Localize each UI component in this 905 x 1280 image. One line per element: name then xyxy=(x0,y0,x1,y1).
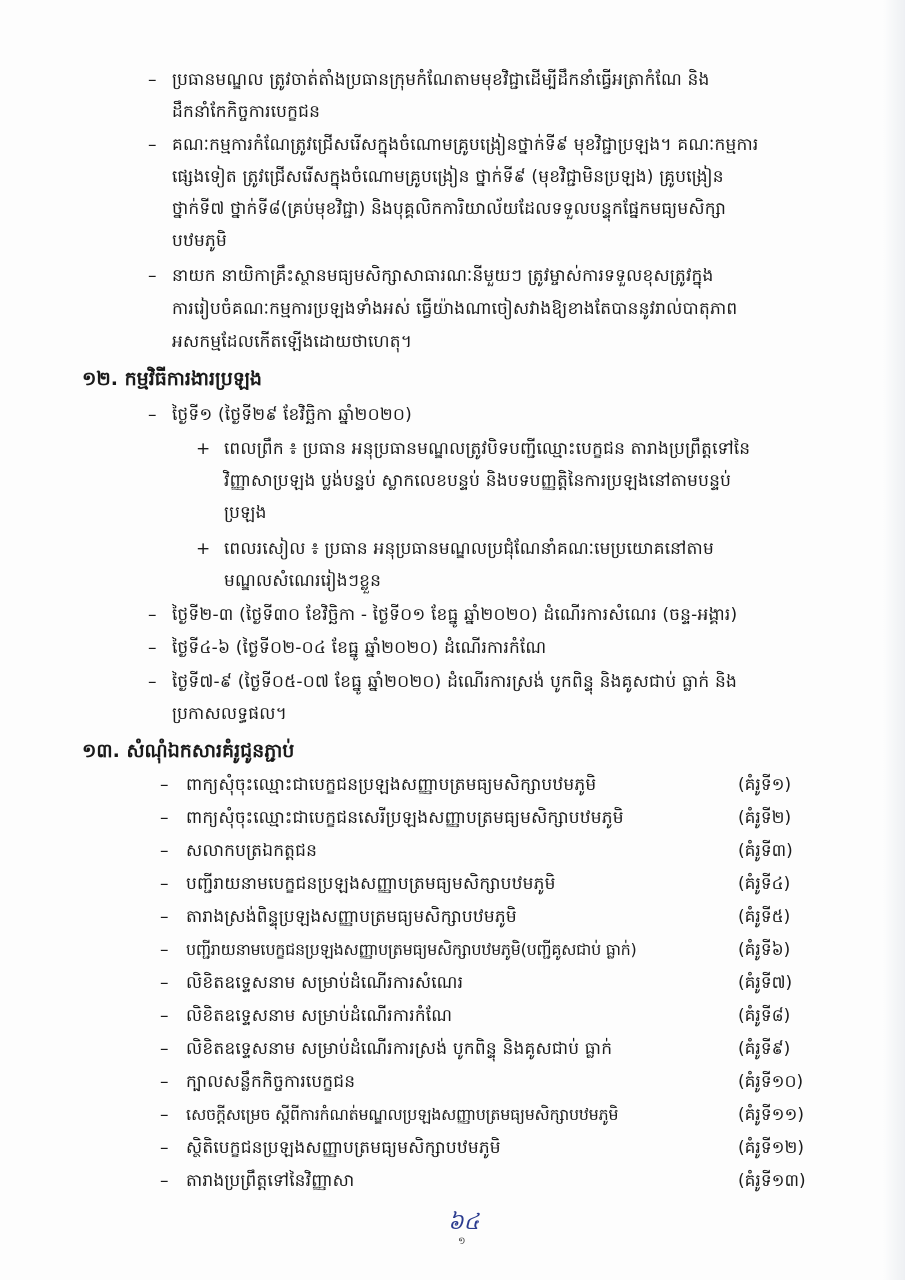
page-number-sub: ១ xyxy=(458,1236,466,1247)
dash-marker: – xyxy=(148,135,157,155)
annex-title: បញ្ជីរាយនាមបេក្ខជនប្រឡងសញ្ញាបត្រមធ្យមសិក្សាបឋមភូមិ xyxy=(186,874,556,894)
dash-marker: – xyxy=(160,907,169,927)
paragraph-line: វិញ្ញាសាប្រឡង ប្លង់បន្ទប់ ស្លាកលេខបន្ទប់ និងបទបញ្ញត្តិនៃការប្រឡងនៅតាមបន្ទប់ xyxy=(224,471,732,491)
paragraph-line: ថ្ងៃទី៧-៩ (ថ្ងៃទី០៥-០៧ ខែធ្នូ ឆ្នាំ២០២០) ដំណើរការស្រង់ បូកពិន្ទុ និងគូសជាប់ ធ្លាក់ និង xyxy=(172,672,737,692)
paragraph-line: ដឹកនាំកែកិច្ចការបេក្ខជន xyxy=(172,102,321,122)
annex-tag: (គំរូទី១១) xyxy=(738,1105,804,1125)
annex-title: ពាក្យសុំចុះឈ្មោះជាបេក្ខជនសេរីប្រឡងសញ្ញាបត្រមធ្យមសិក្សាបឋមភូមិ xyxy=(186,808,624,828)
annex-title: បញ្ជីរាយនាមបេក្ខជនប្រឡងសញ្ញាបត្រមធ្យមសិក្សាបឋមភូមិ(បញ្ជីគូសជាប់ ធ្លាក់) xyxy=(186,940,637,959)
annex-title: ពាក្យសុំចុះឈ្មោះជាបេក្ខជនប្រឡងសញ្ញាបត្រមធ្យមសិក្សាបឋមភូមិ xyxy=(186,775,597,795)
dash-marker: – xyxy=(160,973,169,993)
annex-tag: (គំរូទី១០) xyxy=(738,1072,804,1092)
annex-title: ស្ថិតិបេក្ខជនប្រឡងសញ្ញាបត្រមធ្យមសិក្សាបឋមភូមិ xyxy=(186,1138,501,1158)
annex-title: តារាងស្រង់ពិន្ទុប្រឡងសញ្ញាបត្រមធ្យមសិក្សាបឋមភូមិ xyxy=(186,907,517,927)
dash-marker: – xyxy=(148,70,157,90)
paragraph-line: ថ្ងៃទី៤-៦ (ថ្ងៃទី០២-០៤ ខែធ្នូ ឆ្នាំ២០២០) ដំណើរការកំណែ xyxy=(172,638,547,658)
page-number: ៦៤ xyxy=(448,1210,480,1235)
dash-marker: – xyxy=(160,940,169,960)
annex-tag: (គំរូទី៥) xyxy=(738,907,791,927)
section-12-heading: ១២. កម្មវិធីការងារប្រឡង xyxy=(82,368,262,390)
paragraph-line: អសកម្មដែលកើតឡើងដោយថាហេតុ។ xyxy=(172,332,413,352)
dash-marker: – xyxy=(148,266,157,286)
paragraph-line: នាយក នាយិកាគ្រឹះស្ថានមធ្យមសិក្សាសាធារណៈនីមួយៗ ត្រូវម្ចាស់ការទទួលខុសត្រូវក្នុង xyxy=(172,266,714,286)
paragraph-line: ថ្ងៃទី២-៣ (ថ្ងៃទី៣០ ខែវិច្ឆិកា - ថ្ងៃទី០១ ខែធ្នូ ឆ្នាំ២០២០) ដំណើរការសំណេរ (ចន្ទ-អង្គារ) xyxy=(172,605,738,625)
paragraph-line: ការរៀបចំគណៈកម្មការប្រឡងទាំងអស់ ធ្វើយ៉ាងណាចៀសវាងឱ្យខាងតែបាននូវរាល់បាតុភាព xyxy=(172,299,738,319)
paragraph-line: ប្រឡង xyxy=(224,503,267,523)
annex-title: លិខិតឧទ្ទេសនាម សម្រាប់ដំណើរការស្រង់ បូកពិន្ទុ និងគូសជាប់ ធ្លាក់ xyxy=(186,1039,613,1059)
dash-marker: – xyxy=(148,672,157,692)
dash-marker: – xyxy=(160,1006,169,1026)
dash-marker: – xyxy=(148,638,157,658)
annex-tag: (គំរូទី៧) xyxy=(738,973,793,993)
annex-tag: (គំរូទី៤) xyxy=(738,874,791,894)
annex-title: សេចក្តីសម្រេច ស្តីពីការកំណត់មណ្ឌលប្រឡងសញ្ញាបត្រមធ្យមសិក្សាបឋមភូមិ xyxy=(186,1105,619,1124)
paragraph-line: មណ្ឌលសំណេររៀងៗខ្លួន xyxy=(224,571,382,591)
plus-marker: + xyxy=(196,539,211,559)
annex-tag: (គំរូទី១២) xyxy=(738,1138,804,1158)
annex-tag: (គំរូទី៦) xyxy=(738,940,791,960)
dash-marker: – xyxy=(160,1171,169,1191)
paragraph-line: គណៈកម្មការកំណែត្រូវជ្រើសរើសក្នុងចំណោមគ្រូបង្រៀនថ្នាក់ទី៩ មុខវិជ្ជាប្រឡង។ គណៈកម្មការ xyxy=(172,135,759,155)
scan-edge-shadow xyxy=(883,0,905,1280)
annex-tag: (គំរូទី៩) xyxy=(738,1039,791,1059)
paragraph-line: ថ្នាក់ទី៧ ថ្នាក់ទី៨(គ្រប់មុខវិជ្ជា) និងបុគ្គលិកការិយាល័យដែលទទួលបន្ទុកផ្នែកមធ្យមសិក្សា xyxy=(172,199,726,219)
annex-tag: (គំរូទី៨) xyxy=(738,1006,791,1026)
annex-title: សលាកបត្រឯកត្តជន xyxy=(186,841,318,861)
annex-tag: (គំរូទី១៣) xyxy=(738,1171,806,1191)
paragraph-line: ផ្សេងទៀត ត្រូវជ្រើសរើសក្នុងចំណោមគ្រូបង្រៀន ថ្នាក់ទី៩ (មុខវិជ្ជាមិនប្រឡង) គ្រូបង្រៀន xyxy=(172,167,724,187)
paragraph-line: ប្រធានមណ្ឌល ត្រូវចាត់តាំងប្រធានក្រុមកំណែតាមមុខវិជ្ជាដើម្បីដឹកនាំធ្វើអត្រាកំណែ និង xyxy=(172,70,710,90)
dash-marker: – xyxy=(160,874,169,894)
paragraph-line: ប្រកាសលទ្ធផល។ xyxy=(172,704,287,724)
paragraph-line: បឋមភូមិ xyxy=(172,231,227,251)
paragraph-line: ពេលរសៀល ៖ ប្រធាន អនុប្រធានមណ្ឌលប្រជុំណែនាំគណៈមេប្រយោគនៅតាម xyxy=(224,539,714,559)
annex-title: លិខិតឧទ្ទេសនាម សម្រាប់ដំណើរការកំណែ xyxy=(186,1006,453,1026)
annex-title: ក្បាលសន្លឹកកិច្ចការបេក្ខជន xyxy=(186,1072,356,1092)
dash-marker: – xyxy=(160,1138,169,1158)
dash-marker: – xyxy=(160,1039,169,1059)
annex-title: លិខិតឧទ្ទេសនាម សម្រាប់ដំណើរការសំណេរ xyxy=(186,973,464,993)
annex-tag: (គំរូទី១) xyxy=(738,775,792,795)
plus-marker: + xyxy=(196,439,211,459)
dash-marker: – xyxy=(148,605,157,625)
dash-marker: – xyxy=(160,1105,169,1125)
dash-marker: – xyxy=(160,841,169,861)
dash-marker: – xyxy=(160,1072,169,1092)
annex-tag: (គំរូទី២) xyxy=(738,808,792,828)
day-1-line: ថ្ងៃទី១ (ថ្ងៃទី២៩ ខែវិច្ឆិកា ឆ្នាំ២០២០) xyxy=(172,405,412,425)
annex-title: តារាងប្រព្រឹត្តទៅនៃវិញ្ញាសា xyxy=(186,1171,355,1191)
section-13-heading: ១៣. សំណុំឯកសារគំរូជូនភ្ជាប់ xyxy=(82,740,295,762)
dash-marker: – xyxy=(160,775,169,795)
dash-marker: – xyxy=(148,405,157,425)
paragraph-line: ពេលព្រឹក ៖ ប្រធាន អនុប្រធានមណ្ឌលត្រូវបិទបញ្ជីឈ្មោះបេក្ខជន តារាងប្រព្រឹត្តទៅនៃ xyxy=(224,439,751,459)
annex-tag: (គំរូទី៣) xyxy=(738,841,793,861)
dash-marker: – xyxy=(160,808,169,828)
